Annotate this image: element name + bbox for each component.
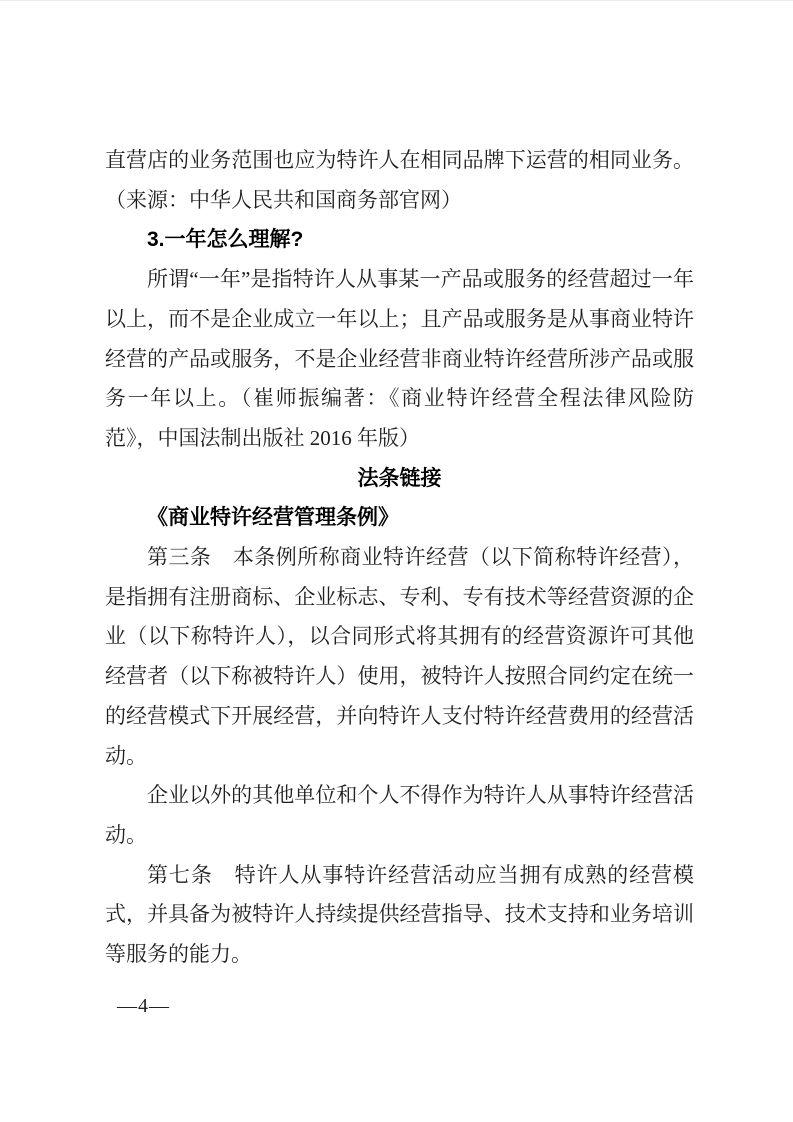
paragraph-one-year-explanation: 所谓“一年”是指特许人从事某一产品或服务的经营超过一年以上，而不是企业成立一年以上；且产品或服务是从事商业特许经营的产品或服务，不是企业经营非商业特许经营所涉产品或服务一年以上。（崔师振编著：《商业特许经营全程法律风险防范》，中国法制出版社 2016 年版） bbox=[105, 267, 694, 450]
paragraph-article-7: 第七条 特许人从事特许经营活动应当拥有成熟的经营模式，并具备为被特许人持续提供经营指导、技术支持和业务培训等服务的能力。 bbox=[105, 862, 694, 967]
paragraph-article-3-clause-2: 企业以外的其他单位和个人不得作为特许人从事特许经营活动。 bbox=[105, 783, 694, 847]
page-number: —4— bbox=[117, 995, 170, 1017]
heading-regulation-title: 《商业特许经营管理条例》 bbox=[147, 506, 399, 530]
heading-legal-provisions-link: 法条链接 bbox=[357, 466, 442, 490]
paragraph-article-3: 第三条 本条例所称商业特许经营（以下简称特许经营），是指拥有注册商标、企业标志、专利、专有技术等经营资源的企业（以下称特许人），以合同形式将其拥有的经营资源许可其他经营者（以下称被特许人）使用，被特许人按照合同约定在统一的经营模式下开展经营，并向特许人支付特许经营费用的经营活动。 bbox=[105, 545, 694, 768]
paragraph-direct-store-business-scope: 直营店的业务范围也应为特许人在相同品牌下运营的相同业务。（来源：中华人民共和国商务部官网） bbox=[105, 148, 694, 212]
document-body bbox=[105, 141, 694, 975]
heading-how-to-understand-one-year: 3.一年怎么理解? bbox=[147, 228, 304, 252]
